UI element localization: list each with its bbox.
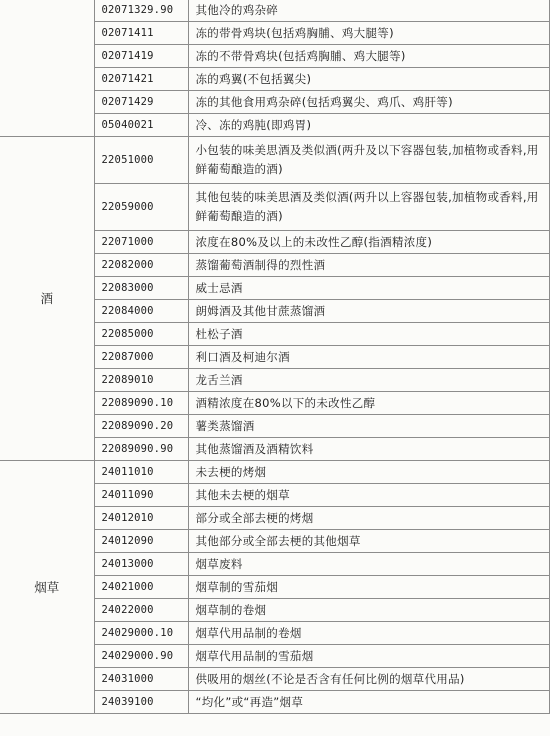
tariff-code-cell: 24031000 (94, 668, 188, 691)
product-description-cell: 部分或全部去梗的烤烟 (188, 507, 549, 530)
tariff-code-cell: 02071329.90 (94, 0, 188, 22)
product-description-cell: 酒精浓度在80%以下的未改性乙醇 (188, 392, 549, 415)
tariff-code-cell: 24029000.10 (94, 622, 188, 645)
product-description-cell: 冷、冻的鸡肫(即鸡胃) (188, 114, 549, 137)
product-description-cell: 冻的不带骨鸡块(包括鸡胸脯、鸡大腿等) (188, 45, 549, 68)
tariff-code-cell: 22089090.10 (94, 392, 188, 415)
tariff-code-cell: 22071000 (94, 231, 188, 254)
product-description-cell: 其他未去梗的烟草 (188, 484, 549, 507)
product-description-cell: 冻的带骨鸡块(包括鸡胸脯、鸡大腿等) (188, 22, 549, 45)
tariff-code-cell: 22083000 (94, 277, 188, 300)
product-description-cell: 其他冷的鸡杂碎 (188, 0, 549, 22)
category-cell: 烟草 (0, 461, 94, 714)
tariff-code-cell: 24021000 (94, 576, 188, 599)
product-description-cell: 供吸用的烟丝(不论是否含有任何比例的烟草代用品) (188, 668, 549, 691)
product-description-cell: 浓度在80%及以上的未改性乙醇(指酒精浓度) (188, 231, 549, 254)
tariff-code-cell: 22085000 (94, 323, 188, 346)
tariff-code-cell: 22082000 (94, 254, 188, 277)
tariff-code-cell: 24039100 (94, 691, 188, 714)
tariff-code-cell: 02071411 (94, 22, 188, 45)
tariff-code-cell: 05040021 (94, 114, 188, 137)
product-description-cell: 蒸馏葡萄酒制得的烈性酒 (188, 254, 549, 277)
tariff-code-cell: 02071429 (94, 91, 188, 114)
product-description-cell: 其他部分或全部去梗的其他烟草 (188, 530, 549, 553)
table-row (0, 0, 549, 22)
tariff-code-cell: 22087000 (94, 346, 188, 369)
table-row (0, 137, 549, 184)
product-description-cell: 薯类蒸馏酒 (188, 415, 549, 438)
tariff-code-cell: 24012010 (94, 507, 188, 530)
product-description-cell: “均化”或“再造”烟草 (188, 691, 549, 714)
product-description-cell: 龙舌兰酒 (188, 369, 549, 392)
tariff-code-cell: 24012090 (94, 530, 188, 553)
tariff-code-cell: 22089090.20 (94, 415, 188, 438)
product-description-cell: 小包装的味美思酒及类似酒(两升及以下容器包装,加植物或香料,用鲜葡萄酿造的酒) (188, 137, 549, 184)
tariff-code-cell: 02071421 (94, 68, 188, 91)
tariff-code-cell: 24013000 (94, 553, 188, 576)
product-description-cell: 朗姆酒及其他甘蔗蒸馏酒 (188, 300, 549, 323)
category-cell: 酒 (0, 137, 94, 461)
tariff-code-cell: 24029000.90 (94, 645, 188, 668)
category-cell (0, 0, 94, 137)
product-description-cell: 冻的其他食用鸡杂碎(包括鸡翼尖、鸡爪、鸡肝等) (188, 91, 549, 114)
product-description-cell: 冻的鸡翼(不包括翼尖) (188, 68, 549, 91)
tariff-code-cell: 02071419 (94, 45, 188, 68)
tariff-code-cell: 24022000 (94, 599, 188, 622)
product-description-cell: 烟草废料 (188, 553, 549, 576)
tariff-code-cell: 22059000 (94, 184, 188, 231)
product-description-cell: 其他包装的味美思酒及类似酒(两升以上容器包装,加植物或香料,用鲜葡萄酿造的酒) (188, 184, 549, 231)
tariff-code-cell: 24011090 (94, 484, 188, 507)
tariff-code-cell: 22089010 (94, 369, 188, 392)
tariff-code-cell: 22084000 (94, 300, 188, 323)
table-row (0, 461, 549, 484)
product-description-cell: 未去梗的烤烟 (188, 461, 549, 484)
product-description-cell: 威士忌酒 (188, 277, 549, 300)
product-description-cell: 烟草代用品制的雪茄烟 (188, 645, 549, 668)
product-description-cell: 其他蒸馏酒及酒精饮料 (188, 438, 549, 461)
product-description-cell: 杜松子酒 (188, 323, 549, 346)
product-description-cell: 烟草代用品制的卷烟 (188, 622, 549, 645)
tariff-code-cell: 24011010 (94, 461, 188, 484)
tariff-code-cell: 22051000 (94, 137, 188, 184)
product-description-cell: 烟草制的雪茄烟 (188, 576, 549, 599)
tariff-code-cell: 22089090.90 (94, 438, 188, 461)
product-description-cell: 利口酒及柯迪尔酒 (188, 346, 549, 369)
product-description-cell: 烟草制的卷烟 (188, 599, 549, 622)
